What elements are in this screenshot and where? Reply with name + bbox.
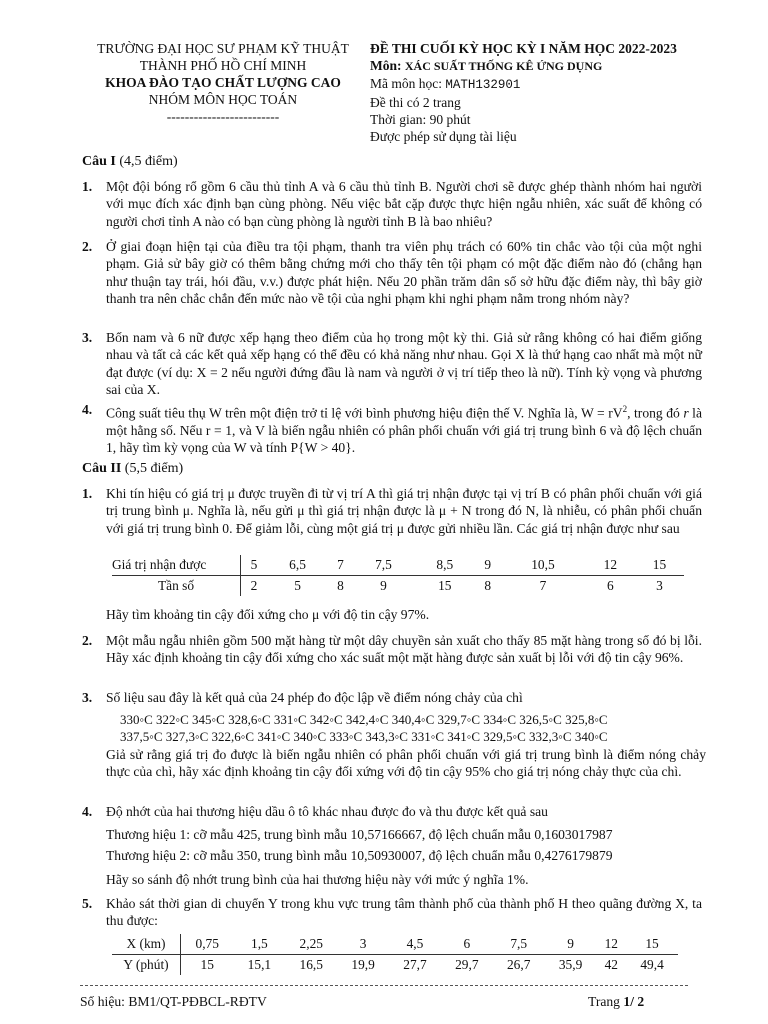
university-name: TRƯỜNG ĐẠI HỌC SƯ PHẠM KỸ THUẬT [97, 41, 349, 56]
table-cell: 7,5 [375, 557, 392, 572]
header-left [78, 40, 368, 125]
question-number: 5. [82, 896, 93, 911]
question-text: Một mẫu ngẫu nhiên gồm 500 mặt hàng từ một dây chuyền sản xuất cho thấy 85 mặt hàng trong số đó bị lỗi. Hãy xác định khoảng tin cậy đối xứng cho xác suất một mặt hàng được sản xuất bị lỗi với độ tin cậy 96%. [106, 633, 702, 666]
q4-part-b: , trong đó [627, 405, 684, 421]
question-number: 3. [82, 690, 93, 705]
table-cell: 12 [604, 936, 618, 951]
question-2-3-task: Giả sử rằng giá trị đo được là biến ngẫu nhiên có phân phối chuẩn với giá trị trung bình là điểm nóng chảy thực của chì, hãy xác định khoảng tin cậy đối xứng với độ tin cậy 95% cho giá trị nóng chảy thực của chì. [106, 747, 706, 780]
question-1-4 [82, 401, 702, 457]
faculty-name: KHOA ĐÀO TẠO CHẤT LƯỢNG CAO [105, 75, 341, 90]
row-label: Tần số [112, 576, 241, 597]
question-text: Độ nhớt của hai thương hiệu dầu ô tô khác nhau được đo và thu được kết quả sau [106, 804, 548, 819]
page-value: 1/ 2 [623, 994, 645, 1009]
q4-variable-r: r [683, 405, 689, 421]
table-cell: 8 [484, 578, 492, 593]
section-2-title: Câu II [82, 461, 122, 476]
table-cell: 7 [539, 578, 547, 593]
table-cell: 10,5 [531, 557, 555, 572]
table-cell: 9 [484, 557, 492, 572]
header-right [370, 40, 750, 145]
section-2-heading [82, 461, 183, 477]
table-cell: 3 [359, 936, 367, 951]
question-number: 4. [82, 402, 93, 417]
table-cell: 35,9 [558, 957, 583, 972]
table-cell: 26,7 [506, 957, 531, 972]
table-cell: 1,5 [251, 936, 268, 951]
question-2-2 [82, 632, 702, 667]
brand-2-stats: Thương hiệu 2: cỡ mẫu 350, trung bình mẫu 10,50930007, độ lệch chuẩn mẫu 0,4276179879 [106, 848, 613, 863]
question-number: 4. [82, 804, 93, 819]
section-1-heading [82, 154, 178, 170]
table-cell: 6 [607, 578, 614, 593]
city-name: THÀNH PHỐ HỒ CHÍ MINH [139, 58, 307, 73]
question-1-1 [82, 178, 702, 230]
question-text: Một đội bóng rổ gồm 6 cầu thủ tỉnh A và 6 cầu thủ tỉnh B. Người chơi sẽ được ghép thành nhóm hai người với mục đích xác định bạn cùng phòng. Nếu việc bắt cặp được thực hiện ngẫu nhiên, xác suất để không có người chơi tỉnh A nào có bạn cùng phòng là người tỉnh B là bao nhiêu? [106, 179, 702, 229]
question-text: Bốn nam và 6 nữ được xếp hạng theo điểm của họ trong một kỳ thi. Giả sử rằng không có hai điểm giống nhau và tất cả các kết quả xếp hạng có thể đều có khả năng như nhau. Gọi X là thứ hạng cao nhất mà một nữ đạt được (ví dụ: X = 2 nếu người đứng đầu là nam và người ở vị trí tiếp theo là nữ). Tính kỳ vọng và phương sai của X. [106, 330, 702, 398]
table-cell: 2,25 [299, 936, 323, 951]
document-code: Số hiệu: BM1/QT-PĐBCL-RĐTV [80, 994, 267, 1009]
table-cell: 0,75 [195, 936, 219, 951]
table-cell: 3 [656, 578, 663, 593]
distance-time-table [112, 934, 678, 975]
question-number: 2. [82, 239, 93, 254]
table-cell: 29,7 [455, 957, 479, 972]
question-number: 1. [82, 486, 93, 501]
subject-label: Môn: [370, 58, 405, 73]
section-1-title: Câu I [82, 154, 116, 169]
subject-line [370, 57, 750, 75]
question-text [106, 401, 702, 457]
row-label: Y (phút) [112, 955, 181, 976]
q4-part-c: là một hằng số. Nếu r = 1, và V là biến ngẫu nhiên có phân phối chuẩn với giá trị trung bình 6 và độ lệch chuẩn 1, hãy tìm kỳ vọng của W và tính P{W > 40}. [106, 405, 702, 456]
course-code: MATH132901 [445, 78, 521, 92]
course-code-line [370, 75, 750, 94]
table-cell: 7,5 [510, 936, 528, 951]
table-row [112, 576, 684, 597]
table-cell: 42 [604, 957, 618, 972]
question-2-1 [82, 485, 702, 537]
table-cell: 8,5 [436, 557, 454, 572]
table-cell: 27,7 [403, 957, 427, 972]
question-number: 1. [82, 179, 93, 194]
group-name: NHÓM MÔN HỌC TOÁN [148, 92, 298, 107]
materials-note: Được phép sử dụng tài liệu [370, 129, 517, 144]
table-row [112, 955, 678, 976]
table-cell: 6 [463, 936, 471, 951]
question-2-1-task: Hãy tìm khoảng tin cậy đối xứng cho μ với độ tin cậy 97%. [106, 607, 430, 622]
course-code-label: Mã môn học: [370, 76, 446, 91]
exam-duration: Thời gian: 90 phút [370, 112, 471, 127]
page-label: Trang [588, 994, 624, 1009]
table-cell: 15 [200, 957, 214, 972]
table-cell: 15 [438, 578, 452, 593]
row-label: Giá trị nhận được [112, 555, 241, 576]
section-2-points: (5,5 điểm) [121, 461, 184, 476]
question-text: Số liệu sau đây là kết quả của 24 phép đo độc lập về điểm nóng chảy của chì [106, 690, 523, 705]
table-cell: 4,5 [406, 936, 424, 951]
row-label: X (km) [112, 934, 181, 955]
question-2-4-task: Hãy so sánh độ nhớt trung bình của hai thương hiệu này với mức ý nghĩa 1%. [106, 872, 529, 887]
section-1-points: (4,5 điểm) [115, 154, 178, 169]
question-2-5 [82, 895, 702, 930]
table-cell: 16,5 [299, 957, 323, 972]
footer-divider [80, 985, 688, 986]
table-cell: 8 [337, 578, 344, 593]
table-cell: 15,1 [247, 957, 272, 972]
table-cell: 12 [603, 557, 618, 572]
question-text: Ở giai đoạn hiện tại của điều tra tội phạm, thanh tra viên phụ trách có 60% tin chắc vào tội của một nghi phạm. Giả sử bây giờ có thêm bằng chứng mới cho thấy tên tội phạm có một đặc điểm nào đó (chẳng hạn như thuận tay trái, hói đầu, v.v.) được phát hiện. Nếu 20 phần trăm dân số sở hữu đặc điểm này, thì bây giờ thanh tra nên chắc chắn đến mức nào về tội của nghi phạm khi nghi phạm nằm trong nhóm này? [106, 239, 702, 307]
table-cell: 5 [250, 557, 258, 572]
data-line: 337,5◦C 327,3◦C 322,6◦C 341◦C 340◦C 333◦C 343,3◦C 331◦C 341◦C 329,5◦C 332,3◦C 340◦C [120, 729, 608, 745]
table-cell: 19,9 [351, 957, 375, 972]
table-row [112, 555, 684, 576]
table-cell: 9 [567, 936, 574, 951]
question-2-3 [82, 689, 702, 706]
page-count: Đề thi có 2 trang [370, 95, 461, 110]
question-text: Khi tín hiệu có giá trị μ được truyền đi từ vị trí A thì giá trị nhận được tại vị trí B có phân phối chuẩn với giá trị trung bình μ. Nghĩa là, nếu gửi μ thì giá trị nhận được là μ + N trong đó N, là nhiễu, có phân phối chuẩn với giá trị trung bình 0. Để giảm lỗi, cùng một giá trị μ được gửi nhiều lần. Các giá trị nhận được như sau [106, 486, 702, 536]
question-text: Khảo sát thời gian di chuyển Y trong khu vực trung tâm thành phố của thành phố H theo quãng đường X, ta thu được: [106, 896, 702, 929]
table-cell: 9 [380, 578, 387, 593]
question-number: 3. [82, 330, 93, 345]
q4-part-a: Công suất tiêu thụ W trên một điện trở tỉ lệ với bình phương hiệu điện thế V. Nghĩa là, W = rV [106, 405, 623, 421]
table-cell: 6,5 [289, 557, 306, 572]
table-cell: 2 [250, 578, 258, 593]
subject-name: XÁC SUẤT THỐNG KÊ ỨNG DỤNG [404, 59, 603, 73]
exam-title: ĐỀ THI CUỐI KỲ HỌC KỲ I NĂM HỌC 2022-2023 [370, 41, 677, 56]
question-1-2 [82, 238, 702, 308]
question-2-4 [82, 803, 702, 820]
question-number: 2. [82, 633, 93, 648]
brand-1-stats: Thương hiệu 1: cỡ mẫu 425, trung bình mẫu 10,57166667, độ lệch chuẩn mẫu 0,1603017987 [106, 827, 613, 842]
header-divider: ------------------------- [166, 109, 280, 124]
table-cell: 15 [645, 936, 659, 951]
data-line: 330◦C 322◦C 345◦C 328,6◦C 331◦C 342◦C 342,4◦C 340,4◦C 329,7◦C 334◦C 326,5◦C 325,8◦C [120, 712, 608, 727]
melting-points-data [120, 711, 700, 746]
page-number [588, 994, 644, 1010]
table-row [112, 934, 678, 955]
received-values-table [112, 555, 684, 596]
question-1-3 [82, 329, 702, 399]
table-cell: 5 [294, 578, 301, 593]
table-cell: 49,4 [640, 957, 664, 972]
table-cell: 7 [337, 557, 344, 572]
table-cell: 15 [652, 557, 667, 572]
q4-superscript: 2 [622, 404, 628, 414]
